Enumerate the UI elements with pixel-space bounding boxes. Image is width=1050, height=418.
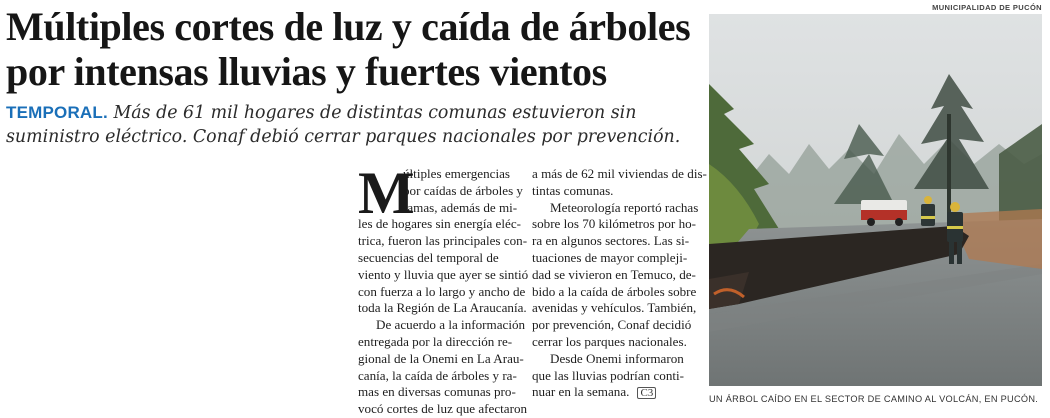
- body-line: Desde Onemi informaron: [550, 350, 684, 366]
- body-line: vocó cortes de luz que afectaron: [358, 401, 528, 417]
- body-column-2: [532, 166, 707, 401]
- body-line: mas en diversas comunas pro-: [358, 384, 516, 400]
- headline-line-2: por intensas lluvias y fuertes vientos: [6, 49, 607, 94]
- body-line-last: [532, 384, 690, 401]
- lead-line-1: [6, 101, 696, 125]
- body-line: con fuerza a lo largo y ancho de: [358, 283, 526, 299]
- body-line: gional de la Onemi en La Arau-: [358, 350, 524, 366]
- body-line: les de hogares sin energía eléc-: [358, 216, 521, 232]
- body-line: canía, la caída de árboles y ra-: [358, 367, 517, 383]
- headline: [6, 4, 696, 94]
- body-line: De acuerdo a la información: [376, 317, 526, 333]
- news-photo: [709, 14, 1042, 386]
- body-line: avenidas y vehículos. También,: [532, 300, 697, 316]
- lead-line-1-text: Más de 61 mil hogares de distintas comunas estuvieron sin: [107, 103, 637, 123]
- end-mark: C3: [637, 387, 656, 399]
- body-line-text: nuar en la semana.: [532, 384, 630, 400]
- photo-credit: MUNICIPALIDAD DE PUCÓN: [932, 3, 1042, 12]
- body-column-1: [358, 160, 529, 418]
- body-line: ramas, además de mi-: [403, 199, 518, 215]
- body-line: sobre los 70 kilómetros por ho-: [532, 216, 697, 232]
- body-line: secuencias del temporal de: [358, 249, 499, 265]
- body-line: tintas comunas.: [532, 182, 614, 198]
- body-line: tuaciones de mayor compleji-: [532, 249, 688, 265]
- body-line: por caídas de árboles y: [403, 182, 523, 198]
- body-line: toda la Región de La Araucanía.: [358, 300, 527, 316]
- body-line: viento y lluvia que ayer se sintió: [358, 266, 529, 282]
- body-line: entregada por la dirección re-: [358, 333, 513, 349]
- body-line: bido a la caída de árboles sobre: [532, 283, 697, 299]
- lead-paragraph: [6, 101, 696, 149]
- photo-illustration: [709, 14, 1042, 386]
- body-line: trica, fueron las principales con-: [358, 233, 528, 249]
- section-kicker: TEMPORAL.: [6, 103, 108, 122]
- headline-line-1: Múltiples cortes de luz y caída de árboles: [6, 4, 691, 49]
- body-line: ra en algunos sectores. Las si-: [532, 233, 690, 249]
- photo-caption: UN ÁRBOL CAÍDO EN EL SECTOR DE CAMINO AL VOLCÁN, EN PUCÓN.: [709, 394, 1039, 404]
- body-line: dad se vivieron en Temuco, de-: [532, 266, 696, 282]
- body-line: últiples emergencias: [403, 166, 511, 181]
- body-line: cerrar los parques nacionales.: [532, 333, 687, 349]
- body-line: a más de 62 mil viviendas de dis-: [532, 166, 707, 181]
- body-line: Meteorología reportó rachas: [550, 199, 699, 215]
- body-line: por prevención, Conaf decidió: [532, 317, 692, 333]
- drop-cap: M: [358, 160, 415, 226]
- lead-line-2: suministro eléctrico. Conaf debió cerrar parques nacionales por prevención.: [6, 127, 681, 147]
- body-line: que las lluvias podrían conti-: [532, 367, 684, 383]
